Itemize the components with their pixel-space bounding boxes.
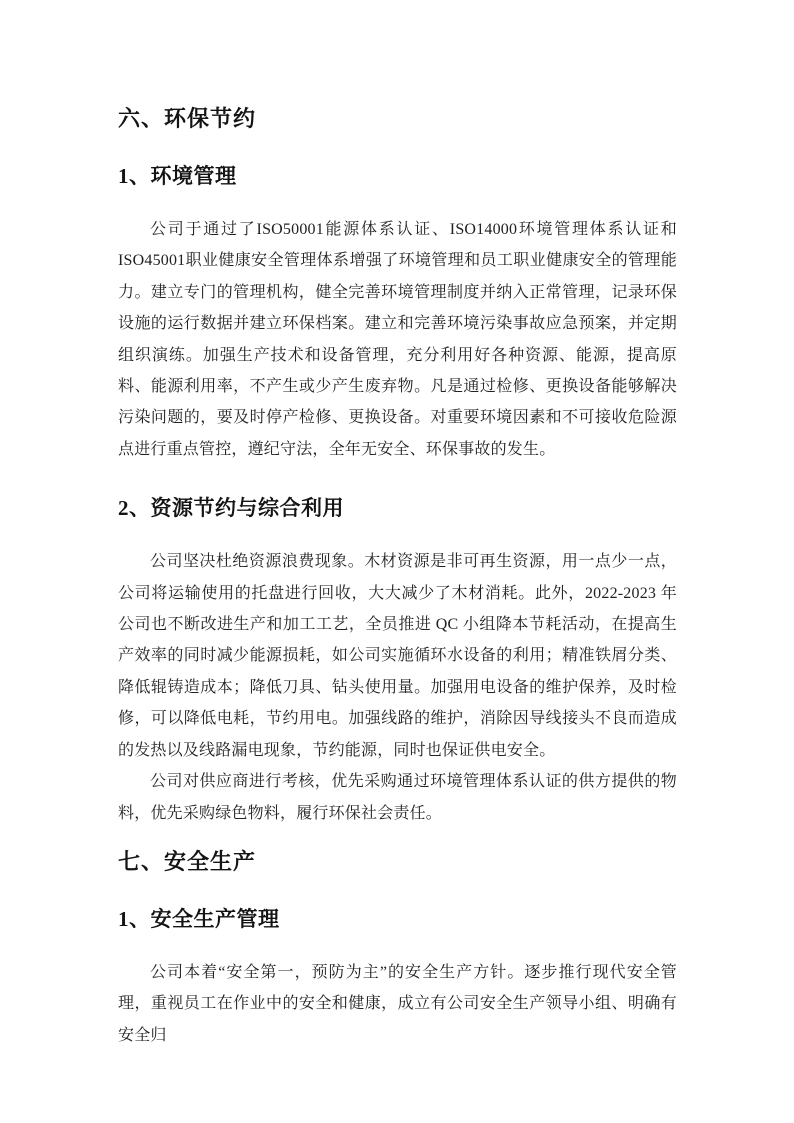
- heading-section-6-environmental: 六、环保节约: [118, 106, 257, 131]
- heading-environment-management: 1、环境管理: [118, 164, 237, 188]
- heading-safety-management: 1、安全生产管理: [118, 906, 280, 931]
- paragraph-environment-management: 公司于通过了ISO50001能源体系认证、ISO14000环境管理体系认证和ISO45001职业健康安全管理体系增强了环境管理和员工职业健康安全的管理能力。建立专门的管理机构，健全完善环境管理制度并纳入正常管理，记录环保设施的运行数据并建立环保档案。建立和完善环境污染事故应急预案，并定期组织演练。加强生产技术和设备管理，充分利用好各种资源、能源，提高原料、能源利用率，不产生或少产生废弃物。凡是通过检修、更换设备能够解决污染问题的，要及时停产检修、更换设备。对重要环境因素和不可接收危险源点进行重点管控，遵纪守法，全年无安全、环保事故的发生。: [118, 221, 677, 458]
- paragraph-safety-management: 公司本着“安全第一，预防为主”的安全生产方针。逐步推行现代安全管理，重视员工在作业中的安全和健康，成立有公司安全生产领导小组、明确有安全归: [118, 963, 677, 1044]
- paragraph-supplier-assessment: 公司对供应商进行考核，优先采购通过环境管理体系认证的供方提供的物料，优先采购绿色物料，履行环保社会责任。: [118, 773, 677, 822]
- heading-resource-conservation: 2、资源节约与综合利用: [118, 496, 344, 521]
- heading-section-7-safety: 七、安全生产: [118, 848, 257, 874]
- paragraph-resource-conservation: 公司坚决杜绝资源浪费现象。木材资源是非可再生资源，用一点少一点，公司将运输使用的托盘进行回收，大大减少了木材消耗。此外，2022-2023 年公司也不断改进生产和加工工艺，全员推进 QC 小组降本节耗活动，在提高生产效率的同时减少能源损耗，如公司实施循环水设备的利用；精准铁屑分类、降低辊铸造成本；降低刀具、钻头使用量。加强用电设备的维护保养，及时检修，可以降低电耗，节约用电。加强线路的维护，消除因导线接头不良而造成的发热以及线路漏电现象，节约能源，同时也保证供电安全。: [118, 553, 677, 759]
